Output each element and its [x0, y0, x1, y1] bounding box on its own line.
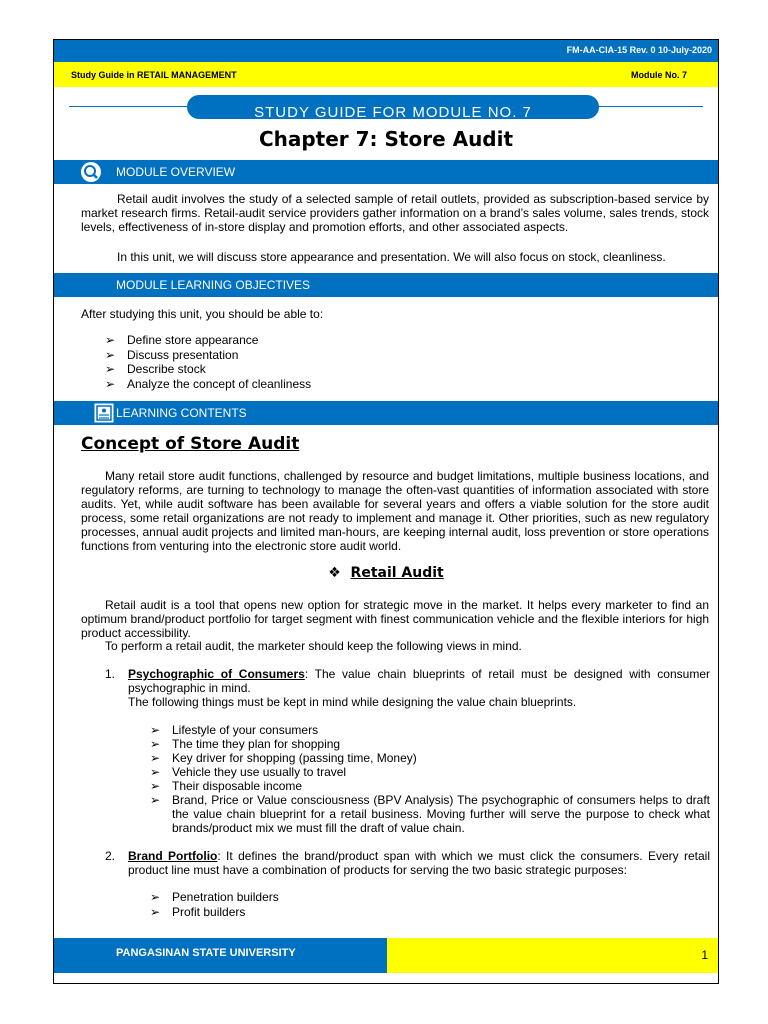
arrow-bullet-icon: ➢: [150, 793, 161, 807]
page-number: 1: [701, 948, 708, 962]
module-number: Module No. 7: [631, 70, 687, 80]
arrow-bullet-icon: ➢: [105, 333, 116, 347]
overview-paragraph-1: Retail audit involves the study of a selected sample of retail outlets, provided as subscription-based service by market research firms. Retail-audit service providers gather information on a brand’s sales volume, sales trends, stock levels, effectiveness of in-store display and promotion efforts, and other associated aspects.: [81, 192, 709, 234]
brand-portfolio-bullet: ➢ Penetration builders: [150, 890, 279, 904]
learning-contents-bar: [54, 401, 718, 425]
objective-item: ➢ Discuss presentation: [105, 347, 239, 362]
module-overview-label: MODULE OVERVIEW: [116, 165, 236, 179]
item-number: 2.: [105, 849, 116, 863]
concept-paragraph: Many retail store audit functions, challenged by resource and budget limitations, multiple business locations, and regulatory reforms, are turning to technology to manage the often-vast quantities of information associated with store audits. Yet, while audit software has been available for several years and offers a viable solution for the store audit process, some retail organizations are not ready to implement and manage it. Other priorities, such as new regulatory processes, annual audit projects and limited man-hours, are keeping internal audit, loss prevention or store operations functions from venturing into the electronic store audit world.: [81, 469, 709, 553]
footer-university-bar: [54, 938, 387, 973]
pill-text: STUDY GUIDE FOR MODULE NO. 7: [254, 104, 532, 119]
arrow-bullet-icon: ➢: [105, 362, 116, 376]
arrow-bullet-icon: ➢: [150, 751, 161, 765]
document-icon: [94, 403, 114, 423]
study-guide-title: Study Guide in RETAIL MANAGEMENT: [71, 70, 237, 80]
brand-portfolio-item: Brand Portfolio: It defines the brand/product span with which we must click the consumers. Every retail product line must have a combination of products for serving the two basic strategic purposes:: [128, 849, 710, 877]
learning-contents-label: LEARNING CONTENTS: [116, 406, 247, 420]
psychographic-bullet: ➢ Brand, Price or Value consciousness (BPV Analysis) The psychographic of consumers helps to draft the value chain blueprint for a retail business. Moving further will serve the purpose to check what brands/product mix we must fill the draft of value chain.: [150, 793, 710, 835]
university-name: PANGASINAN STATE UNIVERSITY: [116, 947, 296, 959]
brand-portfolio-bullet: ➢ Profit builders: [150, 904, 246, 919]
brand-portfolio-term: Brand Portfolio: [128, 849, 218, 863]
study-guide-bar: [54, 62, 718, 87]
retail-audit-heading: ❖ Retail Audit: [328, 565, 444, 581]
arrow-bullet-icon: ➢: [150, 737, 161, 751]
document-page: [53, 39, 719, 984]
psychographic-item: Psychographic of Consumers: The value chain blueprints of retail must be designed with consumer psychographic in mind.: [128, 667, 710, 695]
psychographic-bullet: ➢ Their disposable income: [150, 779, 303, 793]
learning-objectives-bar: [54, 273, 718, 297]
arrow-bullet-icon: ➢: [105, 376, 116, 391]
diamond-bullet-icon: ❖: [328, 565, 341, 581]
learning-objectives-label: MODULE LEARNING OBJECTIVES: [116, 278, 311, 292]
form-reference: FM-AA-CIA-15 Rev. 0 10-July-2020: [566, 45, 712, 55]
retail-audit-paragraph-1: Retail audit is a tool that opens new option for strategic move in the market. It helps every marketer to find an optimum brand/product portfolio for target segment with finest communication vehicle and the flexible interiors for high product accessibility.: [81, 598, 709, 640]
arrow-bullet-icon: ➢: [150, 904, 161, 919]
magnifier-icon: [80, 161, 102, 183]
arrow-bullet-icon: ➢: [150, 723, 161, 737]
objective-item: ➢ Analyze the concept of cleanliness: [105, 376, 312, 391]
arrow-bullet-icon: ➢: [105, 347, 116, 362]
objective-item: ➢ Describe stock: [105, 362, 206, 376]
objectives-intro: After studying this unit, you should be able to:: [81, 307, 324, 321]
psychographic-bullet: ➢ The time they plan for shopping: [150, 737, 341, 751]
item-number: 1.: [105, 667, 116, 681]
footer-page-bar: [387, 938, 718, 973]
concept-heading: Concept of Store Audit: [81, 434, 300, 454]
objective-item: ➢ Define store appearance: [105, 333, 259, 347]
psychographic-bullet: ➢ Vehicle they use usually to travel: [150, 765, 347, 779]
psychographic-bullet: ➢ Key driver for shopping (passing time, Money): [150, 751, 417, 765]
arrow-bullet-icon: ➢: [150, 779, 161, 793]
module-overview-bar: [54, 160, 718, 184]
top-header-bar: [54, 40, 718, 62]
overview-paragraph-2: In this unit, we will discuss store appearance and presentation. We will also focus on stock, cleanliness.: [117, 250, 666, 264]
psychographic-term: Psychographic of Consumers: [128, 667, 305, 681]
psychographic-subtext: The following things must be kept in mind while designing the value chain blueprints.: [128, 695, 577, 709]
chapter-title: Chapter 7: Store Audit: [258, 127, 514, 151]
psychographic-bullet: ➢ Lifestyle of your consumers: [150, 723, 319, 737]
arrow-bullet-icon: ➢: [150, 765, 161, 779]
module-pill-banner: [187, 95, 599, 119]
retail-audit-paragraph-2: To perform a retail audit, the marketer should keep the following views in mind.: [105, 639, 522, 653]
arrow-bullet-icon: ➢: [150, 890, 161, 904]
